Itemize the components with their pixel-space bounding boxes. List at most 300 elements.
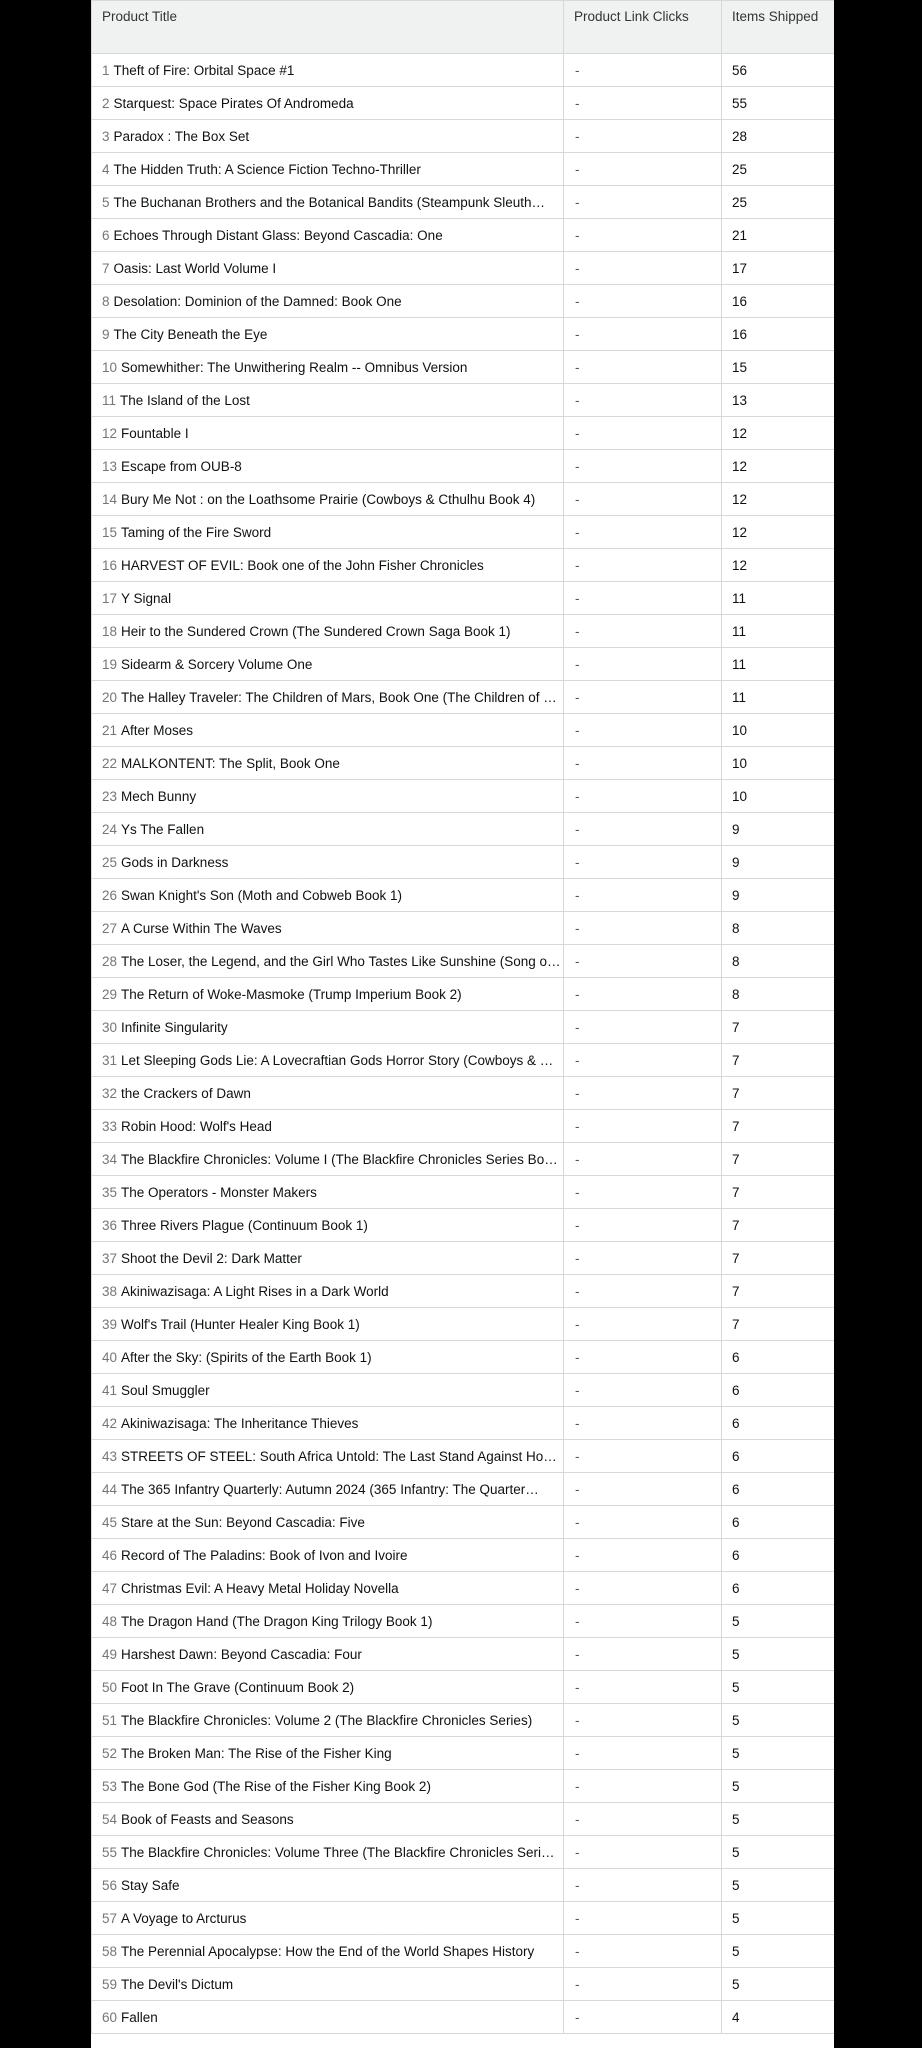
product-link-clicks-cell: - xyxy=(564,1242,722,1275)
product-link-clicks-cell: - xyxy=(564,285,722,318)
table-row xyxy=(92,120,835,153)
row-number: 38 xyxy=(102,1283,118,1299)
row-number: 20 xyxy=(102,689,118,705)
product-title-cell[interactable] xyxy=(92,1308,564,1341)
product-link-clicks-cell: - xyxy=(564,1110,722,1143)
product-link-clicks-cell: - xyxy=(564,1374,722,1407)
product-title-cell[interactable] xyxy=(92,1803,564,1836)
items-shipped-cell: 9 xyxy=(722,846,835,879)
product-title[interactable]: The Blackfire Chronicles: Volume Three (The Blackfire Chronicles Seri… xyxy=(121,1844,555,1860)
sales-table xyxy=(91,0,834,2034)
items-shipped-cell: 7 xyxy=(722,1011,835,1044)
row-number: 31 xyxy=(102,1052,118,1068)
items-shipped-cell: 5 xyxy=(722,1869,835,1902)
items-shipped-cell: 6 xyxy=(722,1572,835,1605)
product-title[interactable]: Robin Hood: Wolf's Head xyxy=(121,1118,272,1134)
product-link-clicks-cell: - xyxy=(564,1275,722,1308)
product-title[interactable]: Mech Bunny xyxy=(121,788,197,804)
product-title-cell[interactable] xyxy=(92,1275,564,1308)
product-title-cell[interactable] xyxy=(92,1572,564,1605)
product-title[interactable]: Book of Feasts and Seasons xyxy=(121,1811,294,1827)
product-link-clicks-cell: - xyxy=(564,1968,722,2001)
product-title-cell[interactable] xyxy=(92,1143,564,1176)
items-shipped-cell: 7 xyxy=(722,1209,835,1242)
product-link-clicks-cell: - xyxy=(564,1209,722,1242)
product-title[interactable]: The Blackfire Chronicles: Volume I (The Blackfire Chronicles Series Bo… xyxy=(121,1151,558,1167)
product-title[interactable]: HARVEST OF EVIL: Book one of the John Fisher Chronicles xyxy=(121,557,484,573)
row-number: 34 xyxy=(102,1151,118,1167)
row-number: 16 xyxy=(102,557,118,573)
product-title-cell[interactable] xyxy=(92,945,564,978)
row-number: 2 xyxy=(102,95,110,111)
product-title-cell[interactable] xyxy=(92,1044,564,1077)
items-shipped-cell: 13 xyxy=(722,384,835,417)
product-title-cell[interactable] xyxy=(92,648,564,681)
items-shipped-cell: 5 xyxy=(722,1836,835,1869)
items-shipped-cell: 56 xyxy=(722,54,835,87)
row-number: 4 xyxy=(102,161,110,177)
table-body xyxy=(92,54,835,2034)
product-title-cell[interactable] xyxy=(92,978,564,1011)
table-row xyxy=(92,1308,835,1341)
product-title[interactable]: The Return of Woke-Masmoke (Trump Imperium Book 2) xyxy=(121,986,462,1002)
product-title[interactable]: Fountable I xyxy=(121,425,189,441)
product-title[interactable]: Swan Knight's Son (Moth and Cobweb Book 1) xyxy=(121,887,403,903)
items-shipped-cell: 7 xyxy=(722,1176,835,1209)
product-title[interactable]: Three Rivers Plague (Continuum Book 1) xyxy=(121,1217,368,1233)
row-number: 22 xyxy=(102,755,118,771)
product-link-clicks-cell: - xyxy=(564,120,722,153)
product-title[interactable]: Y Signal xyxy=(121,590,172,606)
items-shipped-cell: 5 xyxy=(722,1968,835,2001)
product-title[interactable]: Wolf's Trail (Hunter Healer King Book 1) xyxy=(121,1316,360,1332)
items-shipped-cell: 6 xyxy=(722,1374,835,1407)
table-row xyxy=(92,1341,835,1374)
product-title[interactable]: Desolation: Dominion of the Damned: Book One xyxy=(113,293,402,309)
product-link-clicks-cell: - xyxy=(564,450,722,483)
table-row xyxy=(92,813,835,846)
row-number: 51 xyxy=(102,1712,118,1728)
product-title-cell[interactable] xyxy=(92,252,564,285)
product-title-cell[interactable] xyxy=(92,1902,564,1935)
table-row xyxy=(92,1176,835,1209)
product-title-cell[interactable] xyxy=(92,285,564,318)
product-link-clicks-cell: - xyxy=(564,2001,722,2034)
product-title[interactable]: The Hidden Truth: A Science Fiction Techno-Thriller xyxy=(113,161,421,177)
product-link-clicks-cell: - xyxy=(564,1011,722,1044)
product-title-cell[interactable] xyxy=(92,912,564,945)
column-header-items-shipped[interactable]: Items Shipped xyxy=(722,1,835,54)
table-row xyxy=(92,2001,835,2034)
product-title[interactable]: After the Sky: (Spirits of the Earth Book 1) xyxy=(121,1349,372,1365)
table-row xyxy=(92,1638,835,1671)
product-title[interactable]: Starquest: Space Pirates Of Andromeda xyxy=(113,95,354,111)
table-row xyxy=(92,87,835,120)
product-link-clicks-cell: - xyxy=(564,549,722,582)
items-shipped-cell: 55 xyxy=(722,87,835,120)
row-number: 60 xyxy=(102,2009,118,2025)
items-shipped-cell: 6 xyxy=(722,1407,835,1440)
row-number: 10 xyxy=(102,359,118,375)
product-link-clicks-cell: - xyxy=(564,1770,722,1803)
product-title[interactable]: Taming of the Fire Sword xyxy=(121,524,272,540)
product-title[interactable]: The Blackfire Chronicles: Volume 2 (The Blackfire Chronicles Series) xyxy=(121,1712,533,1728)
product-link-clicks-cell: - xyxy=(564,1077,722,1110)
product-title[interactable]: Ys The Fallen xyxy=(121,821,205,837)
table-row xyxy=(92,1242,835,1275)
product-title[interactable]: Soul Smuggler xyxy=(121,1382,210,1398)
items-shipped-cell: 12 xyxy=(722,516,835,549)
items-shipped-cell: 7 xyxy=(722,1077,835,1110)
items-shipped-cell: 12 xyxy=(722,483,835,516)
product-title[interactable]: Stare at the Sun: Beyond Cascadia: Five xyxy=(121,1514,365,1530)
product-title-cell[interactable] xyxy=(92,714,564,747)
row-number: 44 xyxy=(102,1481,118,1497)
row-number: 29 xyxy=(102,986,118,1002)
product-title-cell[interactable] xyxy=(92,780,564,813)
product-title[interactable]: Let Sleeping Gods Lie: A Lovecraftian Gods Horror Story (Cowboys & … xyxy=(121,1052,554,1068)
items-shipped-cell: 11 xyxy=(722,681,835,714)
items-shipped-cell: 7 xyxy=(722,1242,835,1275)
product-title-cell[interactable] xyxy=(92,54,564,87)
row-number: 42 xyxy=(102,1415,118,1431)
product-link-clicks-cell: - xyxy=(564,1605,722,1638)
items-shipped-cell: 10 xyxy=(722,780,835,813)
items-shipped-cell: 10 xyxy=(722,747,835,780)
product-title-cell[interactable] xyxy=(92,1638,564,1671)
product-link-clicks-cell: - xyxy=(564,582,722,615)
product-title[interactable]: Theft of Fire: Orbital Space #1 xyxy=(113,62,295,78)
table-row xyxy=(92,549,835,582)
product-title-cell[interactable] xyxy=(92,1077,564,1110)
product-link-clicks-cell: - xyxy=(564,945,722,978)
product-link-clicks-cell: - xyxy=(564,54,722,87)
product-link-clicks-cell: - xyxy=(564,186,722,219)
items-shipped-cell: 7 xyxy=(722,1110,835,1143)
product-title-cell[interactable] xyxy=(92,1011,564,1044)
product-title[interactable]: The Operators - Monster Makers xyxy=(121,1184,317,1200)
product-title[interactable]: Fallen xyxy=(121,2009,158,2025)
product-link-clicks-cell: - xyxy=(564,318,722,351)
product-title-cell[interactable] xyxy=(92,1341,564,1374)
product-title[interactable]: The Loser, the Legend, and the Girl Who Tastes Like Sunshine (Song o… xyxy=(121,953,561,969)
product-title[interactable]: Somewhither: The Unwithering Realm -- Omnibus Version xyxy=(121,359,468,375)
product-link-clicks-cell: - xyxy=(564,1935,722,1968)
product-link-clicks-cell: - xyxy=(564,1308,722,1341)
product-title[interactable]: MALKONTENT: The Split, Book One xyxy=(121,755,340,771)
product-title[interactable]: Akiniwazisaga: The Inheritance Thieves xyxy=(121,1415,359,1431)
product-title[interactable]: Bury Me Not : on the Loathsome Prairie (Cowboys & Cthulhu Book 4) xyxy=(121,491,536,507)
product-title[interactable]: The 365 Infantry Quarterly: Autumn 2024 (365 Infantry: The Quarter… xyxy=(121,1481,539,1497)
product-title-cell[interactable] xyxy=(92,450,564,483)
product-link-clicks-cell: - xyxy=(564,1473,722,1506)
product-title[interactable]: Heir to the Sundered Crown (The Sundered Crown Saga Book 1) xyxy=(121,623,511,639)
row-number: 24 xyxy=(102,821,118,837)
items-shipped-cell: 12 xyxy=(722,417,835,450)
items-shipped-cell: 16 xyxy=(722,285,835,318)
product-title[interactable]: STREETS OF STEEL: South Africa Untold: The Last Stand Against Ho… xyxy=(121,1448,557,1464)
table-row xyxy=(92,1935,835,1968)
table-header xyxy=(92,1,835,54)
product-title-cell[interactable] xyxy=(92,1968,564,2001)
row-number: 5 xyxy=(102,194,110,210)
product-title[interactable]: Record of The Paladins: Book of Ivon and Ivoire xyxy=(121,1547,408,1563)
product-link-clicks-cell: - xyxy=(564,1143,722,1176)
table-row xyxy=(92,648,835,681)
product-title-cell[interactable] xyxy=(92,1209,564,1242)
product-title-cell[interactable] xyxy=(92,384,564,417)
table-row xyxy=(92,780,835,813)
items-shipped-cell: 9 xyxy=(722,813,835,846)
product-title-cell[interactable] xyxy=(92,1605,564,1638)
row-number: 6 xyxy=(102,227,110,243)
table-row xyxy=(92,285,835,318)
table-row xyxy=(92,846,835,879)
row-number: 57 xyxy=(102,1910,118,1926)
items-shipped-cell: 21 xyxy=(722,219,835,252)
items-shipped-cell: 6 xyxy=(722,1506,835,1539)
product-title-cell[interactable] xyxy=(92,87,564,120)
product-link-clicks-cell: - xyxy=(564,1638,722,1671)
product-link-clicks-cell: - xyxy=(564,912,722,945)
product-title[interactable]: Akiniwazisaga: A Light Rises in a Dark World xyxy=(121,1283,389,1299)
product-title[interactable]: Stay Safe xyxy=(121,1877,180,1893)
items-shipped-cell: 8 xyxy=(722,912,835,945)
product-title-cell[interactable] xyxy=(92,516,564,549)
product-title[interactable]: Shoot the Devil 2: Dark Matter xyxy=(121,1250,302,1266)
table-row xyxy=(92,483,835,516)
items-shipped-cell: 5 xyxy=(722,1902,835,1935)
product-title[interactable]: Escape from OUB-8 xyxy=(121,458,242,474)
product-title-cell[interactable] xyxy=(92,219,564,252)
product-title[interactable]: The City Beneath the Eye xyxy=(113,326,268,342)
product-title[interactable]: Christmas Evil: A Heavy Metal Holiday Novella xyxy=(121,1580,399,1596)
product-title-cell[interactable] xyxy=(92,1440,564,1473)
product-link-clicks-cell: - xyxy=(564,1671,722,1704)
product-link-clicks-cell: - xyxy=(564,417,722,450)
product-title[interactable]: A Voyage to Arcturus xyxy=(121,1910,247,1926)
row-number: 25 xyxy=(102,854,118,870)
table-row xyxy=(92,186,835,219)
report-panel xyxy=(91,0,834,2048)
table-row xyxy=(92,1803,835,1836)
items-shipped-cell: 5 xyxy=(722,1605,835,1638)
product-title-cell[interactable] xyxy=(92,1374,564,1407)
table-row xyxy=(92,714,835,747)
product-title[interactable]: Harshest Dawn: Beyond Cascadia: Four xyxy=(121,1646,362,1662)
product-link-clicks-cell: - xyxy=(564,384,722,417)
items-shipped-cell: 5 xyxy=(722,1704,835,1737)
items-shipped-cell: 10 xyxy=(722,714,835,747)
product-link-clicks-cell: - xyxy=(564,1440,722,1473)
items-shipped-cell: 7 xyxy=(722,1275,835,1308)
items-shipped-cell: 25 xyxy=(722,153,835,186)
product-title-cell[interactable] xyxy=(92,615,564,648)
row-number: 52 xyxy=(102,1745,118,1761)
row-number: 18 xyxy=(102,623,118,639)
header-row xyxy=(92,1,835,54)
items-shipped-cell: 5 xyxy=(722,1803,835,1836)
row-number: 56 xyxy=(102,1877,118,1893)
product-title-cell[interactable] xyxy=(92,1869,564,1902)
product-title-cell[interactable] xyxy=(92,318,564,351)
product-title-cell[interactable] xyxy=(92,1242,564,1275)
row-number: 39 xyxy=(102,1316,118,1332)
table-row xyxy=(92,1704,835,1737)
product-title-cell[interactable] xyxy=(92,549,564,582)
product-title[interactable]: The Buchanan Brothers and the Botanical Bandits (Steampunk Sleuth… xyxy=(113,194,546,210)
items-shipped-cell: 12 xyxy=(722,549,835,582)
row-number: 17 xyxy=(102,590,118,606)
product-title[interactable]: A Curse Within The Waves xyxy=(121,920,282,936)
product-title[interactable]: After Moses xyxy=(121,722,194,738)
product-title[interactable]: The Devil's Dictum xyxy=(121,1976,234,1992)
column-header-product-link-clicks[interactable]: Product Link Clicks xyxy=(564,1,722,54)
product-title-cell[interactable] xyxy=(92,1836,564,1869)
items-shipped-cell: 7 xyxy=(722,1143,835,1176)
product-title-cell[interactable] xyxy=(92,681,564,714)
product-link-clicks-cell: - xyxy=(564,1902,722,1935)
product-title-cell[interactable] xyxy=(92,1539,564,1572)
product-title[interactable]: The Perennial Apocalypse: How the End of the World Shapes History xyxy=(121,1943,535,1959)
product-title-cell[interactable] xyxy=(92,1770,564,1803)
product-title-cell[interactable] xyxy=(92,1737,564,1770)
product-title[interactable]: Oasis: Last World Volume I xyxy=(113,260,277,276)
table-row xyxy=(92,681,835,714)
product-title-cell[interactable] xyxy=(92,1935,564,1968)
product-title-cell[interactable] xyxy=(92,483,564,516)
product-link-clicks-cell: - xyxy=(564,1869,722,1902)
row-number: 36 xyxy=(102,1217,118,1233)
table-row xyxy=(92,1770,835,1803)
items-shipped-cell: 7 xyxy=(722,1044,835,1077)
table-row xyxy=(92,582,835,615)
table-row xyxy=(92,1374,835,1407)
row-number: 37 xyxy=(102,1250,118,1266)
table-row xyxy=(92,351,835,384)
product-link-clicks-cell: - xyxy=(564,1506,722,1539)
product-title[interactable]: The Halley Traveler: The Children of Mars, Book One (The Children of … xyxy=(121,689,557,705)
row-number: 12 xyxy=(102,425,118,441)
items-shipped-cell: 7 xyxy=(722,1308,835,1341)
product-title-cell[interactable] xyxy=(92,417,564,450)
product-title-cell[interactable] xyxy=(92,846,564,879)
items-shipped-cell: 11 xyxy=(722,615,835,648)
table-row xyxy=(92,615,835,648)
product-link-clicks-cell: - xyxy=(564,681,722,714)
product-title-cell[interactable] xyxy=(92,186,564,219)
product-link-clicks-cell: - xyxy=(564,483,722,516)
product-title[interactable]: the Crackers of Dawn xyxy=(121,1085,251,1101)
product-link-clicks-cell: - xyxy=(564,648,722,681)
items-shipped-cell: 5 xyxy=(722,1671,835,1704)
product-title-cell[interactable] xyxy=(92,747,564,780)
product-title-cell[interactable] xyxy=(92,1407,564,1440)
product-link-clicks-cell: - xyxy=(564,252,722,285)
product-title[interactable]: Infinite Singularity xyxy=(121,1019,228,1035)
row-number: 27 xyxy=(102,920,118,936)
product-link-clicks-cell: - xyxy=(564,1044,722,1077)
table-row xyxy=(92,1902,835,1935)
table-row xyxy=(92,384,835,417)
product-link-clicks-cell: - xyxy=(564,879,722,912)
table-row xyxy=(92,1737,835,1770)
product-title-cell[interactable] xyxy=(92,813,564,846)
product-title-cell[interactable] xyxy=(92,120,564,153)
table-row xyxy=(92,1407,835,1440)
product-title-cell[interactable] xyxy=(92,1176,564,1209)
column-header-product-title[interactable]: Product Title xyxy=(92,1,564,54)
table-row xyxy=(92,1209,835,1242)
product-title[interactable]: The Broken Man: The Rise of the Fisher King xyxy=(121,1745,392,1761)
items-shipped-cell: 4 xyxy=(722,2001,835,2034)
product-title-cell[interactable] xyxy=(92,1110,564,1143)
product-title-cell[interactable] xyxy=(92,582,564,615)
table-row xyxy=(92,1539,835,1572)
product-link-clicks-cell: - xyxy=(564,1737,722,1770)
row-number: 21 xyxy=(102,722,118,738)
table-row xyxy=(92,1506,835,1539)
row-number: 43 xyxy=(102,1448,118,1464)
table-row xyxy=(92,318,835,351)
row-number: 53 xyxy=(102,1778,118,1794)
table-row xyxy=(92,417,835,450)
product-title[interactable]: The Island of the Lost xyxy=(120,392,250,408)
row-number: 49 xyxy=(102,1646,118,1662)
product-title-cell[interactable] xyxy=(92,1473,564,1506)
table-row xyxy=(92,153,835,186)
table-row xyxy=(92,912,835,945)
product-title[interactable]: The Dragon Hand (The Dragon King Trilogy Book 1) xyxy=(121,1613,433,1629)
table-row xyxy=(92,1143,835,1176)
product-title[interactable]: Paradox : The Box Set xyxy=(113,128,250,144)
row-number: 26 xyxy=(102,887,118,903)
table-row xyxy=(92,516,835,549)
product-title[interactable]: Sidearm & Sorcery Volume One xyxy=(121,656,313,672)
product-title[interactable]: Foot In The Grave (Continuum Book 2) xyxy=(121,1679,355,1695)
product-link-clicks-cell: - xyxy=(564,978,722,1011)
row-number: 58 xyxy=(102,1943,118,1959)
row-number: 55 xyxy=(102,1844,118,1860)
row-number: 13 xyxy=(102,458,118,474)
product-title[interactable]: Gods in Darkness xyxy=(121,854,229,870)
product-title-cell[interactable] xyxy=(92,1506,564,1539)
product-title[interactable]: Echoes Through Distant Glass: Beyond Cascadia: One xyxy=(113,227,443,243)
product-title-cell[interactable] xyxy=(92,351,564,384)
product-link-clicks-cell: - xyxy=(564,846,722,879)
table-row xyxy=(92,219,835,252)
row-number: 1 xyxy=(102,62,110,78)
table-row xyxy=(92,747,835,780)
items-shipped-cell: 5 xyxy=(722,1638,835,1671)
product-title-cell[interactable] xyxy=(92,1704,564,1737)
table-row xyxy=(92,1836,835,1869)
product-title-cell[interactable] xyxy=(92,1671,564,1704)
table-row xyxy=(92,1869,835,1902)
items-shipped-cell: 8 xyxy=(722,978,835,1011)
product-title-cell[interactable] xyxy=(92,153,564,186)
items-shipped-cell: 6 xyxy=(722,1473,835,1506)
product-title-cell[interactable] xyxy=(92,2001,564,2034)
product-title[interactable]: The Bone God (The Rise of the Fisher King Book 2) xyxy=(121,1778,431,1794)
row-number: 47 xyxy=(102,1580,118,1596)
items-shipped-cell: 5 xyxy=(722,1935,835,1968)
product-link-clicks-cell: - xyxy=(564,1704,722,1737)
product-link-clicks-cell: - xyxy=(564,351,722,384)
product-title-cell[interactable] xyxy=(92,879,564,912)
table-row xyxy=(92,54,835,87)
items-shipped-cell: 5 xyxy=(722,1737,835,1770)
